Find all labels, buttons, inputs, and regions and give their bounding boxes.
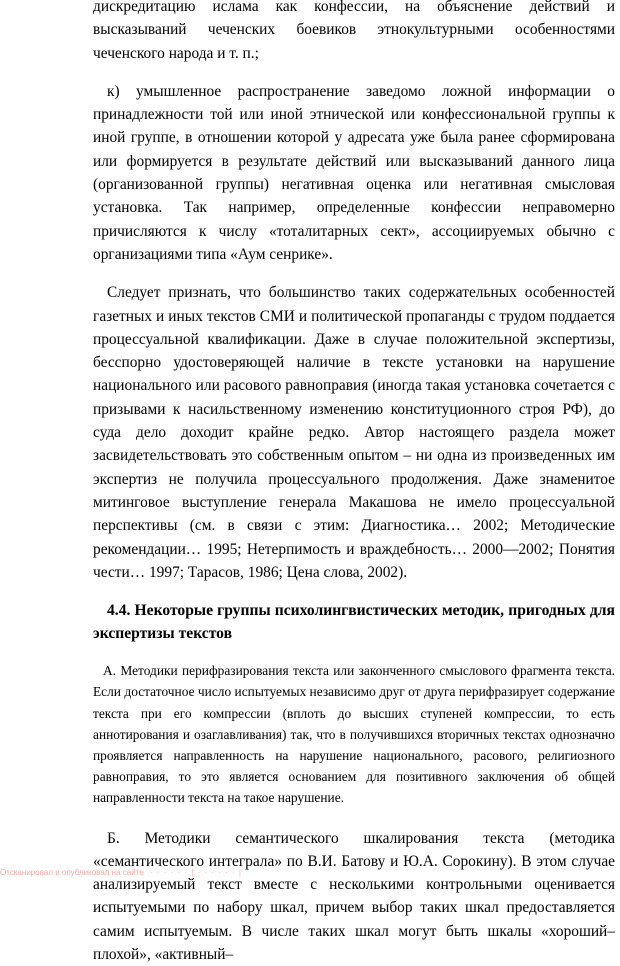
paragraph-continuation: дискредитацию ислама как конфессии, на объяснение действий и высказываний чеченских боевиков этнокультурными особенностями чеченского народа и т. п.; xyxy=(93,0,615,62)
paragraph-method-a: А. Методики перифразирования текста или законченного смыслового фрагмента текста. Если достаточное число испытуемых независимо друг от друга перифразирует содержание текста при его компрессии (вплоть до высших ступеней компрессии, то есть аннотирования и озаглавливания) так, что в получившихся вторичных текстах однозначно проявляется направленность на нарушение национального, расового, религиозного равноправия, то это является основанием для позитивного заключения об общей направленности текста на такое нарушение. xyxy=(93,663,615,806)
section-heading: 4.4. Некоторые группы психолингвистических методик, пригодных для экспертизы текстов xyxy=(93,602,615,643)
paragraph-method-b: Б. Методики семантического шкалирования текста (методика «семантического интеграла» по В.И. Батову и Ю.А. Сорокину). В этом случае анализируемый текст вместе с несколькими контрольными оценивается испытуемыми по набору шкал, причем выбор таких шкал предоставляется самим испытуемым. В числе таких шкал могут быть шкалы «хороший–плохой», «активный– xyxy=(93,829,615,964)
scan-footer xyxy=(0,868,242,877)
footer-text: Отсканировал и опубликовал на сайте xyxy=(0,868,144,877)
paragraph-item-k: к) умышленное распространение заведомо ложной информации о принадлежности той или иной этнической или конфессиональной группы к иной группе, в отношении которой у адресата уже была ранее сформирована или формируется в результате действий или высказываний данного лица (организованной группы) негативная оценка или негативная смысловая установка. Так например, определенные конфессии неправомерно причисляются к числу «тоталитарных сект», ассоциируемых обычно с организациями типа «Аум сенрике». xyxy=(93,82,615,263)
paragraph-qualification: Следует признать, что большинство таких содержательных особенностей газетных и иных текстов СМИ и политической пропаганды с трудом поддается процессуальной квалификации. Даже в случае положительной экспертизы, бесспорно удостоверяющей наличие в тексте установки на нарушение национального или расового равноправия (иногда такая установка сочетается с призывами к насильственному изменению конституционного строя РФ), до суда дело доходит крайне редко. Автор настоящего раздела может засвидетельствовать это собственным опытом – ни одна из произведенных им экспертиз не получила процессуального продолжения. Даже знаменитое митинговое выступление генерала Макашова не имело процессуальной перспективы (см. в связи с этим: Диагностика… 2002; Методические рекомендации… 1995; Нетерпимость и враждебность… 2000—2002; Понятия чести… 1997; Тарасов, 1986; Цена слова, 2002). xyxy=(93,284,615,581)
document-page xyxy=(93,0,615,966)
footer-dots: · · · · · · | · · · · · · | xyxy=(149,868,242,877)
